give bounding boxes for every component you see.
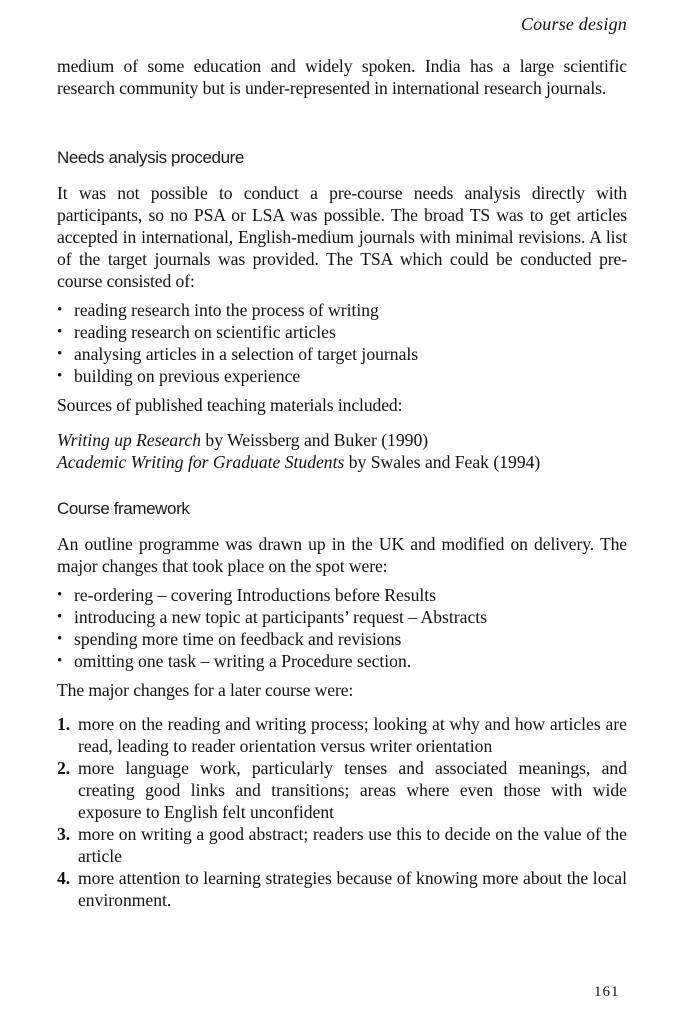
list-item: • introducing a new topic at participants’ request – Abstracts bbox=[57, 607, 488, 627]
bullet-icon: • bbox=[57, 653, 63, 669]
sources-intro: Sources of published teaching materials included: bbox=[57, 395, 403, 415]
list-item: • analysing articles in a selection of target journals bbox=[57, 344, 419, 364]
list-number: 1. bbox=[57, 714, 71, 734]
bullet-icon: • bbox=[57, 302, 63, 318]
list-number: 3. bbox=[57, 824, 71, 844]
bullet-icon: • bbox=[57, 609, 63, 625]
list-item: • omitting one task – writing a Procedure section. bbox=[57, 651, 412, 671]
list-item: • re-ordering – covering Introductions before Results bbox=[57, 585, 437, 605]
intro-paragraph: medium of some education and widely spoken. India has a large scientific research community but is under-represented in international research journals. bbox=[57, 56, 627, 98]
list-item: 3. more on writing a good abstract; readers use this to decide on the value of the article bbox=[57, 824, 627, 866]
running-head: Course design bbox=[520, 14, 627, 34]
page-number: 161 bbox=[594, 984, 620, 1000]
later-course-intro: The major changes for a later course were: bbox=[57, 680, 354, 700]
list-number: 4. bbox=[57, 868, 71, 888]
changes-bullet-list bbox=[57, 584, 627, 672]
list-item: • reading research into the process of writing bbox=[57, 300, 379, 320]
sources-list bbox=[57, 429, 627, 473]
section-heading-course-framework: Course framework bbox=[57, 499, 190, 518]
list-item: • reading research on scientific articles bbox=[57, 322, 336, 342]
bullet-icon: • bbox=[57, 631, 63, 647]
list-item: • building on previous experience bbox=[57, 366, 301, 386]
list-item: • spending more time on feedback and revisions bbox=[57, 629, 402, 649]
course-framework-paragraph: An outline programme was drawn up in the UK and modified on delivery. The major changes that took place on the spot were: bbox=[57, 534, 627, 576]
list-number: 2. bbox=[57, 758, 71, 778]
bullet-icon: • bbox=[57, 324, 63, 340]
bullet-icon: • bbox=[57, 587, 63, 603]
section-heading-needs-analysis: Needs analysis procedure bbox=[57, 148, 244, 167]
source-title: Writing up Research bbox=[57, 430, 201, 450]
list-item: 4. more attention to learning strategies because of knowing more about the local environment. bbox=[57, 868, 627, 910]
list-item: 2. more language work, particularly tenses and associated meanings, and creating good links and transitions; areas where even those with wide exposure to English felt unconfident bbox=[57, 758, 627, 822]
bullet-icon: • bbox=[57, 346, 63, 362]
source-title: Academic Writing for Graduate Students bbox=[57, 452, 345, 472]
later-changes-numbered-list bbox=[57, 713, 627, 911]
bullet-icon: • bbox=[57, 368, 63, 384]
tsa-bullet-list bbox=[57, 299, 627, 387]
source-reference: Academic Writing for Graduate Students by Swales and Feak (1994) bbox=[57, 452, 541, 472]
needs-analysis-paragraph: It was not possible to conduct a pre-course needs analysis directly with participants, so no PSA or LSA was possible. The broad TS was to get articles accepted in international, English-medium journals with minimal revisions. A list of the target journals was provided. The TSA which could be conducted pre-course consisted of: bbox=[57, 183, 627, 291]
list-item: 1. more on the reading and writing process; looking at why and how articles are read, leading to reader orientation versus writer orientation bbox=[57, 714, 627, 756]
source-reference: Writing up Research by Weissberg and Buker (1990) bbox=[57, 430, 429, 450]
